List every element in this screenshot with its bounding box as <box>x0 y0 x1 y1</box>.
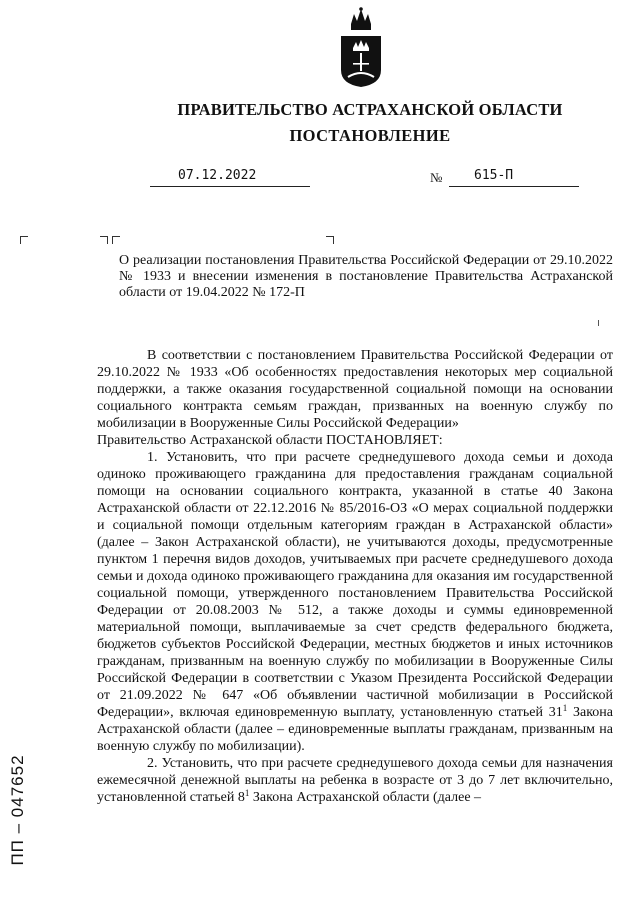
clause-1 <box>97 449 613 755</box>
margin-tick-mark <box>598 320 599 326</box>
document-body <box>97 347 613 806</box>
number-underline <box>449 166 579 187</box>
registration-stamp-text: ПП – 047652 <box>8 754 27 866</box>
resolves-line: Правительство Астраханской области ПОСТАНОВЛЯЕТ: <box>97 433 443 448</box>
number-sign: № <box>430 170 443 185</box>
clause-2-text-cont: Закона Астраханской области (далее – <box>249 790 482 805</box>
document-number: 615-П <box>474 168 514 183</box>
clause-1-text: 1. Установить, что при расчете среднедушевого дохода семьи и дохода одиноко проживающего гражданина для предоставления гражданам социальной помощи на основании социального контракта, указанной в статье 40 Закона Астраханской области от 22.12.2016 № 85/2016-ОЗ «О мерах социальной поддержки и социальной помощи отдельным категориям граждан в Астраханской области» (далее – Закон Астраханской области), не учитываются доходы, предусмотренные пунктом 1 перечня видов доходов, учитываемых при расчете среднедушевого дохода семьи и дохода одиноко проживающего гражданина для оказания им государственной социальной помощи, утвержденного постановлением Правительства Российской Федерации от 20.08.2003 № 512, а также доходы и суммы единовременной материальной помощи, выплачиваемые за счет средств федерального бюджета, бюджетов субъектов Российской Федерации, местных бюджетов и иных источников гражданам, призванным на военную службу по мобилизации в Вооруженные Силы Российской Федерации в соответствии с Указом Президента Российской Федерации от 21.09.2022 № 647 «Об объявлении частичной мобилизации в Российской Федерации», включая единовременную выплату, установленную статьей 31 <box>97 450 613 720</box>
clause-1-superscript: 1 <box>562 703 568 713</box>
preamble-paragraph: В соответствии с постановлением Правительства Российской Федерации от 29.10.2022 № 1933 «Об особенностях предоставления некоторых мер социальной поддержки, а также оказания государственной социальной помощи на основании социального контракта семьям граждан, призванных на военную службу по мобилизации в Вооруженные Силы Российской Федерации» <box>97 348 613 431</box>
corner-bracket-subject-end <box>326 236 334 244</box>
clause-2 <box>97 755 613 806</box>
corner-bracket-top-left <box>20 236 28 244</box>
corner-bracket-subject-start <box>112 236 120 244</box>
organization-title: ПРАВИТЕЛЬСТВО АСТРАХАНСКОЙ ОБЛАСТИ <box>177 100 563 119</box>
registration-stamp <box>4 730 26 890</box>
document-type-title: ПОСТАНОВЛЕНИЕ <box>289 126 451 145</box>
document-subject: О реализации постановления Правительства Российской Федерации от 29.10.2022 № 1933 и внесении изменения в постановление Правительства Астраханской области от 19.04.2022 № 172-П <box>119 253 613 300</box>
clause-1-text-cont: Закона Астраханской области (далее – единовременные выплаты гражданам, призванным на военную службу по мобилизации). <box>97 705 613 754</box>
clause-2-superscript: 1 <box>244 788 250 798</box>
coat-of-arms-emblem <box>338 6 384 88</box>
clause-2-text: 2. Установить, что при расчете среднедушевого дохода семьи для назначения ежемесячной денежной выплаты на ребенка в возрасте от 3 до 7 лет включительно, установленной статьей 8 <box>97 756 613 805</box>
document-date: 07.12.2022 <box>178 168 257 183</box>
corner-bracket-left-end <box>100 236 108 244</box>
